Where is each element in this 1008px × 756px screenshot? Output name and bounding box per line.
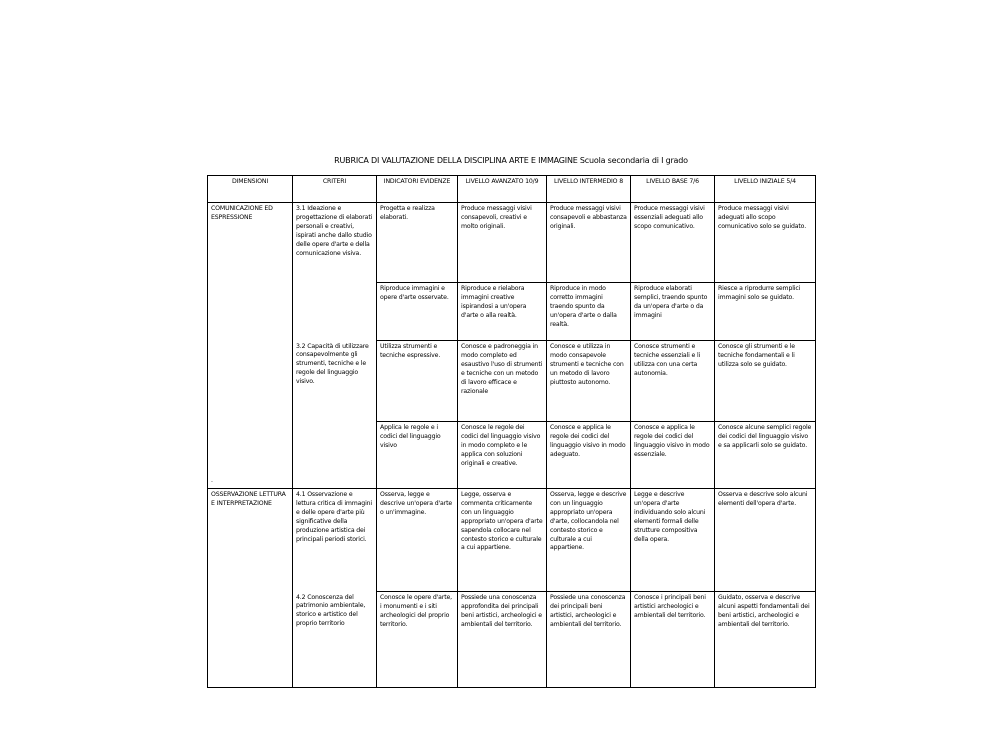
level-advanced-cell: Produce messaggi visivi consapevoli, creativi e molto originali.: [458, 203, 547, 283]
level-initial-cell: Produce messaggi visivi adeguati allo scopo comunicativo solo se guidato.: [715, 203, 816, 283]
level-base-cell: Legge e descrive un'opera d'arte individuando solo alcuni elementi formali delle strutture compositiva della opera.: [631, 489, 715, 592]
level-intermediate-cell: Conosce e applica le regole dei codici del linguaggio visivo in modo adeguato.: [547, 422, 631, 489]
level-initial-cell: Conosce gli strumenti e le tecniche fondamentali e li utilizza solo se guidato.: [715, 341, 816, 422]
table-row: [208, 283, 816, 341]
table-row: [208, 489, 816, 592]
criteria-cell: 3.2 Capacità di utilizzare consapevolmente gli strumenti, tecniche e le regole del linguaggio visivo.: [293, 341, 377, 422]
level-base-cell: Produce messaggi visivi essenziali adeguati allo scopo comunicativo.: [631, 203, 715, 283]
level-intermediate-cell: Produce messaggi visivi consapevoli e abbastanza originali.: [547, 203, 631, 283]
indicator-cell: Riproduce immagini e opere d'arte osservate.: [377, 283, 458, 341]
level-intermediate-cell: Riproduce in modo corretto immagini traendo spunto da un'opera d'arte o dalla realtà.: [547, 283, 631, 341]
level-intermediate-cell: Conosce e utilizza in modo consapevole strumenti e tecniche con un metodo di lavoro piuttosto autonomo.: [547, 341, 631, 422]
level-base-cell: Conosce strumenti e tecniche essenziali e li utilizza con una certa autonomia.: [631, 341, 715, 422]
header-livello-iniziale: LIVELLO INIZIALE 5/4: [715, 176, 816, 203]
dimension-cell: [208, 203, 293, 489]
indicator-cell: Progetta e realizza elaborati.: [377, 203, 458, 283]
table-row: [208, 341, 816, 422]
indicator-cell: Osserva, legge e descrive un'opera d'arte o un'immagine.: [377, 489, 458, 592]
criteria-cell: 3.1 Ideazione e progettazione di elaborati personali e creativi, ispirati anche dallo studio delle opere d'arte e della comunicazione visiva.: [293, 203, 377, 283]
dimension-cell: [208, 489, 293, 688]
header-dimensioni: DIMENSIONI: [208, 176, 293, 203]
indicator-cell: Conosce le opere d'arte, i monumenti e i siti archeologici del proprio territorio.: [377, 592, 458, 688]
rubric-table: [207, 175, 816, 688]
level-intermediate-cell: Osserva, legge e descrive con un linguaggio appropriato un'opera d'arte, collocandola nel contesto storico e culturale a cui appartiene.: [547, 489, 631, 592]
criteria-cell: 4.1 Osservazione e lettura critica di immagini e delle opere d'arte più significative della produzione artistica dei principali periodi storici.: [293, 489, 377, 592]
page-title: RUBRICA DI VALUTAZIONE DELLA DISCIPLINA ARTE E IMMAGINE Scuola secondaria di I grado: [334, 156, 688, 165]
header-livello-intermedio: LIVELLO INTERMEDIO 8: [547, 176, 631, 203]
header-indicatori: INDICATORI EVIDENZE: [377, 176, 458, 203]
level-base-cell: Conosce e applica le regole dei codici del linguaggio visivo in modo essenziale.: [631, 422, 715, 489]
dimension-label: COMUNICAZIONE ED ESPRESSIONE: [211, 205, 273, 221]
indicator-cell: Utilizza strumenti e tecniche espressive.: [377, 341, 458, 422]
table-row: [208, 203, 816, 283]
header-livello-base: LIVELLO BASE 7/6: [631, 176, 715, 203]
level-initial-cell: Conosce alcune semplici regole dei codici del linguaggio visivo e sa applicarli solo se guidato.: [715, 422, 816, 489]
dimension-label: OSSERVAZIONE LETTURA E INTERPRETAZIONE: [211, 491, 286, 507]
level-advanced-cell: Possiede una conoscenza approfondita dei principali beni artistici, archeologici e ambientali del territorio.: [458, 592, 547, 688]
level-advanced-cell: Legge, osserva e commenta criticamente con un linguaggio appropriato un'opera d'arte sapendola collocare nel contesto storico e culturale a cui appartiene.: [458, 489, 547, 592]
level-initial-cell: Guidato, osserva e descrive alcuni aspetti fondamentali dei beni artistici, archeologici e ambientali del territorio.: [715, 592, 816, 688]
criteria-cell-empty: [293, 422, 377, 489]
header-criteri: CRITERI: [293, 176, 377, 203]
level-advanced-cell: Conosce e padroneggia in modo completo ed esaustivo l'uso di strumenti e tecniche con un metodo di lavoro efficace e razionale: [458, 341, 547, 422]
header-row: [208, 176, 816, 203]
dimension-note: .: [211, 476, 213, 484]
level-intermediate-cell: Possiede una conoscenza dei principali beni artistici, archeologici e ambientali del territorio.: [547, 592, 631, 688]
criteria-cell: 4.2 Conoscenza del patrimonio ambientale, storico e artistico del proprio territorio: [293, 592, 377, 688]
criteria-cell-empty: [293, 283, 377, 341]
table-row: [208, 422, 816, 489]
indicator-cell: Applica le regole e i codici del linguaggio visivo: [377, 422, 458, 489]
level-advanced-cell: Riproduce e rielabora immagini creative ispirandosi a un'opera d'arte o alla realtà.: [458, 283, 547, 341]
level-base-cell: Conosce i principali beni artistici archeologici e ambientali del territorio.: [631, 592, 715, 688]
table-row: [208, 592, 816, 688]
level-initial-cell: Osserva e descrive solo alcuni elementi dell'opera d'arte.: [715, 489, 816, 592]
level-initial-cell: Riesce a riprodurre semplici immagini solo se guidato.: [715, 283, 816, 341]
header-livello-avanzato: LIVELLO AVANZATO 10/9: [458, 176, 547, 203]
level-advanced-cell: Conosce le regole dei codici del linguaggio visivo in modo completo e le applica con soluzioni originali e creative.: [458, 422, 547, 489]
level-base-cell: Riproduce elaborati semplici, traendo spunto da un'opera d'arte o da immagini: [631, 283, 715, 341]
